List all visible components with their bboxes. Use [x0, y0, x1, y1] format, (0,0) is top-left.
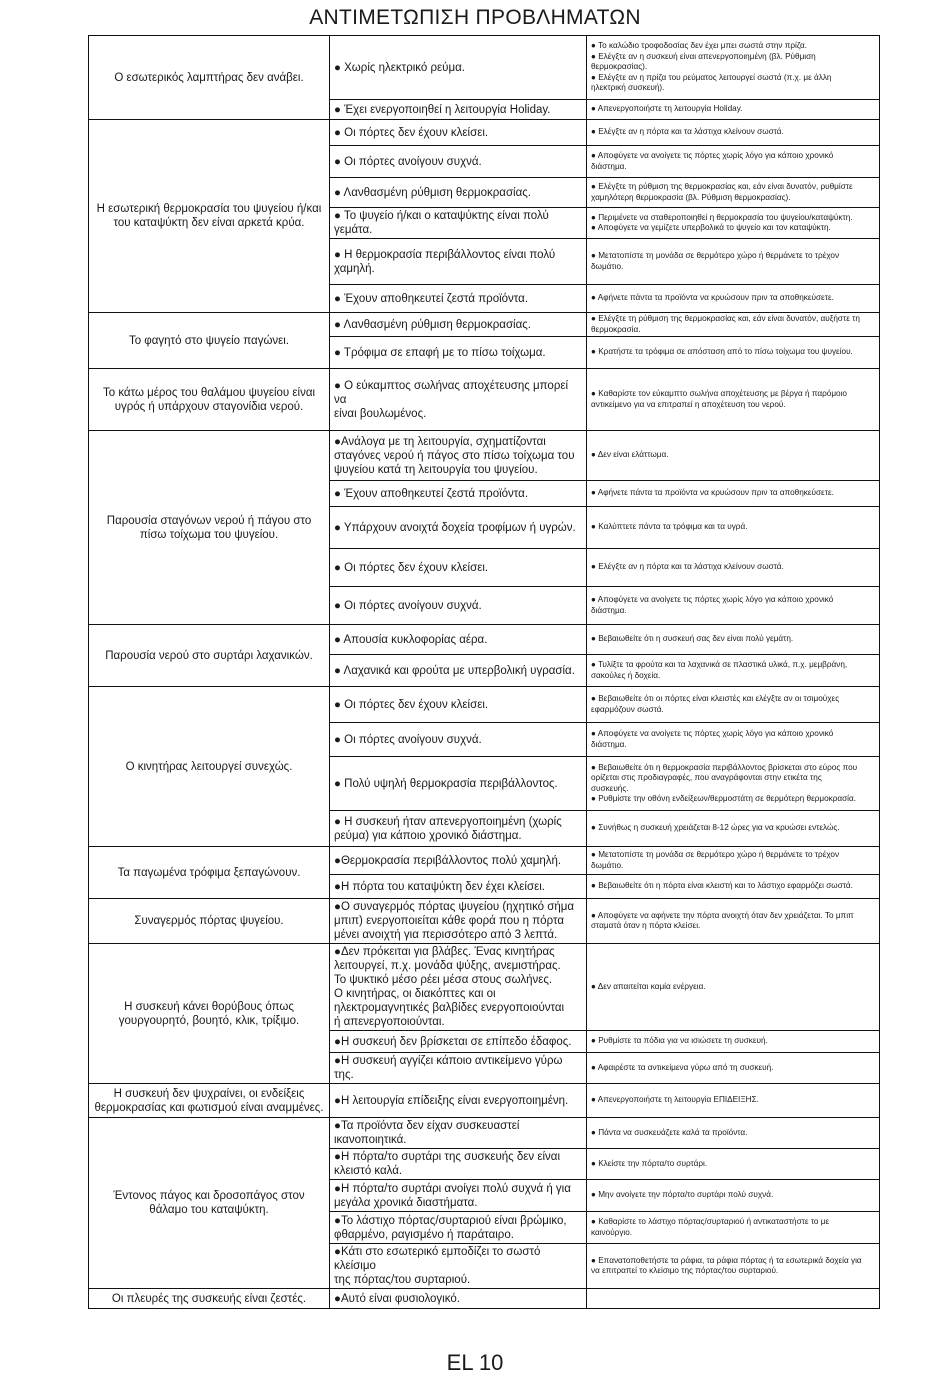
- cause-cell: [330, 36, 587, 100]
- table-row: [89, 944, 880, 1031]
- solution-cell: [587, 549, 880, 587]
- solution-text: ● Τυλίξτε τα φρούτα και τα λαχανικά σε πλαστικά υλικά, π.χ. μεμβράνη, σακούλες ή δοχεία.: [591, 660, 848, 680]
- problem-cell: Έντονος πάγος και δροσοπάγος στον θάλαμο του καταψύκτη.: [89, 1118, 330, 1289]
- solution-cell: [587, 587, 880, 625]
- cause-cell: [330, 146, 587, 178]
- table-row: [89, 369, 880, 431]
- solution-cell: [587, 239, 880, 285]
- solution-text: ● Συνήθως η συσκευή χρειάζεται 8-12 ώρες για να κρυώσει εντελώς.: [591, 823, 840, 833]
- solution-text: ● Ελέγξτε τη ρύθμιση της θερμοκρασίας και, εάν είναι δυνατόν, ρυθμίστε χαμηλότερη θερμοκρασία (βλ. Ρύθμιση θερμοκρασίας).: [591, 182, 853, 202]
- cause-text: ●Τα προϊόντα δεν είχαν συσκευαστεί ικανοποιητικά.: [334, 1120, 520, 1146]
- table-row: [89, 1118, 880, 1149]
- cause-text: ● Χωρίς ηλεκτρικό ρεύμα.: [334, 61, 465, 74]
- cause-cell: [330, 847, 587, 875]
- cause-text: ●Η πόρτα/το συρτάρι ανοίγει πολύ συχνά ή για μεγάλα χρονικά διαστήματα.: [334, 1182, 571, 1209]
- cause-cell: [330, 100, 587, 120]
- solution-text: ● Ελέγξτε αν η πόρτα και τα λάστιχα κλείνουν σωστά.: [591, 127, 784, 137]
- solution-text: ● Ρυθμίστε τα πόδια για να ισιώσετε τη συσκευή.: [591, 1036, 768, 1046]
- solution-cell: [587, 36, 880, 100]
- cause-cell: [330, 811, 587, 847]
- problem-cell: Η εσωτερική θερμοκρασία του ψυγείου ή/και του καταψύκτη δεν είναι αρκετά κρύα.: [89, 120, 330, 313]
- solution-cell: [587, 1212, 880, 1244]
- cause-text: ●Η πόρτα/το συρτάρι της συσκευής δεν είναι κλειστό καλά.: [334, 1151, 561, 1177]
- solution-cell: [587, 100, 880, 120]
- solution-text: ● Βεβαιωθείτε ότι η θερμοκρασία περιβάλλοντος βρίσκεται στο εύρος που ορίζεται στις προδιαγραφές, που αναγράφονται στην ετικέτα της συσκευής.: [591, 762, 858, 793]
- cause-cell: [330, 285, 587, 313]
- solution-cell: [587, 178, 880, 208]
- cause-cell: [330, 431, 587, 481]
- problem-cell: Συναγερμός πόρτας ψυγείου.: [89, 899, 330, 944]
- cause-cell: [330, 757, 587, 811]
- cause-text: ●Κάτι στο εσωτερικό εμποδίζει το σωστό κλείσιμο της πόρτας/του συρταριού.: [334, 1246, 541, 1286]
- solution-cell: [587, 1244, 880, 1289]
- table-row: [89, 1289, 880, 1309]
- cause-text: ● Οι πόρτες ανοίγουν συχνά.: [334, 155, 482, 168]
- table-row: [89, 1084, 880, 1118]
- solution-text: ● Δεν είναι ελάττωμα.: [591, 450, 669, 460]
- solution-text: ● Επανατοποθετήστε τα ράφια, τα ράφια πόρτας ή τα εσωτερικά δοχεία για να επιτραπεί το κλείσιμο της πόρτας/του συρταριού.: [591, 1255, 862, 1275]
- cause-text: ●Θερμοκρασία περιβάλλοντος πολύ χαμηλή.: [334, 854, 562, 867]
- cause-cell: [330, 337, 587, 369]
- solution-text: ● Καθαρίστε τον εύκαμπτο σωλήνα αποχέτευσης με βέργα ή παρόμοιο αντικείμενο για να επιτραπεί η αποχέτευση του νερού.: [591, 389, 847, 409]
- cause-cell: [330, 369, 587, 431]
- solution-cell: [587, 369, 880, 431]
- cause-cell: [330, 1118, 587, 1149]
- cause-cell: [330, 208, 587, 239]
- troubleshooting-table: [88, 35, 880, 1309]
- problem-cell: Η συσκευή κάνει θορύβους όπως γουργουρητό, βουητό, κλικ, τρίξιμο.: [89, 944, 330, 1084]
- cause-text: ●Η λειτουργία επίδειξης είναι ενεργοποιημένη.: [334, 1094, 569, 1107]
- cause-cell: [330, 313, 587, 337]
- solution-cell: [587, 944, 880, 1031]
- solution-text: ● Ρυθμίστε την οθόνη ενδείξεων/θερμοστάτη σε θερμότερη θερμοκρασία.: [591, 794, 857, 803]
- cause-text: ● Έχουν αποθηκευτεί ζεστά προϊόντα.: [334, 292, 529, 305]
- cause-cell: [330, 899, 587, 944]
- solution-text: ● Αφήνετε πάντα τα προϊόντα να κρυώσουν πριν τα αποθηκεύσετε.: [591, 488, 834, 498]
- cause-text: ●Η συσκευή αγγίζει κάποιο αντικείμενο γύρω της.: [334, 1055, 563, 1081]
- solution-text: ● Αφήνετε πάντα τα προϊόντα να κρυώσουν πριν τα αποθηκεύσετε.: [591, 293, 834, 303]
- cause-cell: [330, 1289, 587, 1309]
- problem-cell: Η συσκευή δεν ψυχραίνει, οι ενδείξεις θερμοκρασίας και φωτισμού είναι αναμμένες.: [89, 1084, 330, 1118]
- cause-cell: [330, 1031, 587, 1053]
- solution-cell: [587, 1118, 880, 1149]
- solution-text: ● Αποφύγετε να ανοίγετε τις πόρτες χωρίς λόγο για κάποιο χρονικό διάστημα.: [591, 729, 834, 749]
- cause-text: ●Η συσκευή δεν βρίσκεται σε επίπεδο έδαφος.: [334, 1035, 572, 1048]
- solution-cell: [587, 875, 880, 899]
- solution-text: ● Μην ανοίγετε την πόρτα/το συρτάρι πολύ συχνά.: [591, 1190, 774, 1200]
- cause-text: ● Έχει ενεργοποιηθεί η λειτουργία Holiday.: [334, 103, 551, 116]
- cause-cell: [330, 587, 587, 625]
- cause-text: ● Οι πόρτες ανοίγουν συχνά.: [334, 733, 482, 746]
- solution-cell: [587, 1084, 880, 1118]
- cause-cell: [330, 239, 587, 285]
- solution-text: ● Αποφύγετε να αφήνετε την πόρτα ανοιχτή όταν δεν χρειάζεται. Το μπιπ σταματά όταν η πόρτα κλείσει.: [591, 910, 854, 930]
- cause-text: ●Η πόρτα του καταψύκτη δεν έχει κλείσει.: [334, 880, 545, 893]
- cause-text: ● Οι πόρτες δεν έχουν κλείσει.: [334, 698, 489, 711]
- problem-cell: Το κάτω μέρος του θαλάμου ψυγείου είναι υγρός ή υπάρχουν σταγονίδια νερού.: [89, 369, 330, 431]
- cause-cell: [330, 1180, 587, 1212]
- cause-text: ●Αυτό είναι φυσιολογικό.: [334, 1292, 460, 1305]
- solution-cell: [587, 146, 880, 178]
- solution-text: ● Δεν απαιτείται καμία ενέργεια.: [591, 981, 706, 991]
- cause-text: ● Οι πόρτες δεν έχουν κλείσει.: [334, 561, 489, 574]
- solution-cell: [587, 1180, 880, 1212]
- solution-cell: [587, 431, 880, 481]
- cause-cell: [330, 723, 587, 757]
- solution-text: ● Αφαιρέστε τα αντικείμενα γύρω από τη συσκευή.: [591, 1062, 774, 1072]
- solution-cell: [587, 120, 880, 146]
- table-row: [89, 687, 880, 723]
- solution-cell: [587, 811, 880, 847]
- problem-cell: Ο κινητήρας λειτουργεί συνεχώς.: [89, 687, 330, 847]
- cause-text: ● Λανθασμένη ρύθμιση θερμοκρασίας.: [334, 318, 531, 331]
- cause-cell: [330, 1084, 587, 1118]
- solution-text: ● Βεβαιωθείτε ότι η συσκευή σας δεν είναι πολύ γεμάτη.: [591, 634, 794, 644]
- cause-cell: [330, 655, 587, 687]
- cause-text: ● Λαχανικά και φρούτα με υπερβολική υγρασία.: [334, 664, 575, 677]
- solution-cell: [587, 655, 880, 687]
- table-row: [89, 120, 880, 146]
- cause-text: ● Έχουν αποθηκευτεί ζεστά προϊόντα.: [334, 487, 529, 500]
- problem-cell: Οι πλευρές της συσκευής είναι ζεστές.: [89, 1289, 330, 1309]
- cause-cell: [330, 625, 587, 655]
- solution-text: ● Καθαρίστε το λάστιχο πόρτας/συρταριού ή αντικαταστήστε το με καινούργιο.: [591, 1217, 830, 1237]
- problem-cell: Ο εσωτερικός λαμπτήρας δεν ανάβει.: [89, 36, 330, 120]
- solution-cell: [587, 1289, 880, 1309]
- solution-cell: [587, 507, 880, 549]
- solution-text: ● Αποφύγετε να ανοίγετε τις πόρτες χωρίς λόγο για κάποιο χρονικό διάστημα.: [591, 151, 834, 171]
- cause-text: ● Οι πόρτες ανοίγουν συχνά.: [334, 599, 482, 612]
- cause-text: ● Οι πόρτες δεν έχουν κλείσει.: [334, 126, 489, 139]
- solution-text: ● Περιμένετε να σταθεροποιηθεί η θερμοκρασία του ψυγείου/καταψύκτη.: [591, 212, 853, 222]
- table-row: [89, 847, 880, 875]
- table-row: [89, 36, 880, 100]
- cause-text: ● Λανθασμένη ρύθμιση θερμοκρασίας.: [334, 186, 531, 199]
- solution-text: ● Κρατήστε τα τρόφιμα σε απόσταση από το πίσω τοίχωμα του ψυγείου.: [591, 347, 853, 357]
- cause-cell: [330, 549, 587, 587]
- cause-cell: [330, 178, 587, 208]
- problem-cell: Παρουσία σταγόνων νερού ή πάγου στο πίσω τοίχωμα του ψυγείου.: [89, 431, 330, 625]
- cause-cell: [330, 687, 587, 723]
- cause-cell: [330, 1149, 587, 1180]
- solution-text: ● Βεβαιωθείτε ότι η πόρτα είναι κλειστή και το λάστιχο εφαρμόζει σωστά.: [591, 881, 853, 891]
- cause-text: ● Υπάρχουν ανοιχτά δοχεία τροφίμων ή υγρών.: [334, 521, 576, 534]
- table-row: [89, 313, 880, 337]
- cause-text: ●Ανάλογα με τη λειτουργία, σχηματίζονται σταγόνες νερού ή πάγος στο πίσω τοίχωμα του ψυγείου κατά τη λειτουργία του ψυγείου.: [334, 435, 575, 476]
- cause-text: ● Ο εύκαμπτος σωλήνας αποχέτευσης μπορεί να είναι βουλωμένος.: [334, 379, 569, 420]
- solution-text: ● Το καλώδιο τροφοδοσίας δεν έχει μπει σωστά στην πρίζα.: [591, 41, 807, 51]
- cause-text: ● Πολύ υψηλή θερμοκρασία περιβάλλοντος.: [334, 777, 558, 790]
- solution-text: ● Ελέγξτε αν η συσκευή είναι απενεργοποιημένη (βλ. Ρύθμιση θερμοκρασίας).: [591, 51, 816, 72]
- cause-text: ● Το ψυγείο ή/και ο καταψύκτης είναι πολύ γεμάτα.: [334, 210, 549, 236]
- solution-cell: [587, 1149, 880, 1180]
- cause-cell: [330, 875, 587, 899]
- cause-text: ● Τρόφιμα σε επαφή με το πίσω τοίχωμα.: [334, 346, 546, 359]
- solution-text: ● Μετατοπίστε τη μονάδα σε θερμότερο χώρο ή θερμάνετε το τρέχον δωμάτιο.: [591, 850, 840, 870]
- solution-cell: [587, 687, 880, 723]
- cause-cell: [330, 507, 587, 549]
- table-row: [89, 899, 880, 944]
- problem-cell: Παρουσία νερού στο συρτάρι λαχανικών.: [89, 625, 330, 687]
- cause-cell: [330, 1244, 587, 1289]
- solution-text: ● Ελέγξτε αν η πρίζα του ρεύματος λειτουργεί σωστά (π.χ. με άλλη ηλεκτρική συσκευή).: [591, 72, 832, 93]
- cause-text: ● Απουσία κυκλοφορίας αέρα.: [334, 633, 488, 646]
- cause-cell: [330, 1053, 587, 1084]
- solution-cell: [587, 723, 880, 757]
- page-title: ΑΝΤΙΜΕΤΩΠΙΣΗ ΠΡΟΒΛΗΜΑΤΩΝ: [309, 6, 641, 29]
- solution-cell: [587, 625, 880, 655]
- solution-text: ● Απενεργοποιήστε τη λειτουργία ΕΠΙΔΕΙΞΗΣ.: [591, 1095, 759, 1105]
- solution-text: ● Απενεργοποιήστε τη λειτουργία Holiday.: [591, 104, 743, 114]
- table-row: [89, 431, 880, 481]
- solution-text: ● Μετατοπίστε τη μονάδα σε θερμότερο χώρο ή θερμάνετε το τρέχον δωμάτιο.: [591, 251, 840, 271]
- solution-text: ● Κλείστε την πόρτα/το συρτάρι.: [591, 1158, 708, 1168]
- solution-text: ● Αποφύγετε να ανοίγετε τις πόρτες χωρίς λόγο για κάποιο χρονικό διάστημα.: [591, 595, 834, 615]
- solution-cell: [587, 757, 880, 811]
- solution-text: ● Βεβαιωθείτε ότι οι πόρτες είναι κλειστές και ελέγξτε αν οι τσιμούχες εφαρμόζουν σωστά.: [591, 694, 840, 714]
- table-row: [89, 625, 880, 655]
- cause-cell: [330, 1212, 587, 1244]
- problem-cell: Τα παγωμένα τρόφιμα ξεπαγώνουν.: [89, 847, 330, 899]
- solution-text: ● Ελέγξτε αν η πόρτα και τα λάστιχα κλείνουν σωστά.: [591, 562, 784, 572]
- cause-text: ●Δεν πρόκειται για βλάβες. Ένας κινητήρας λειτουργεί, π.χ. μονάδα ψύξης, ανεμιστήρας. Το ψυκτικό μέσο ρέει μέσα στους σωλήνες. Ο κινητήρας, οι διακόπτες και οι ηλεκτρομαγνητικές βαλβίδες ενεργοποιούνται ή απενεργοποιούνται.: [334, 946, 565, 1028]
- solution-cell: [587, 1053, 880, 1084]
- cause-text: ● Η συσκευή ήταν απενεργοποιημένη (χωρίς ρεύμα) για κάποιο χρονικό διάστημα.: [334, 815, 562, 842]
- solution-cell: [587, 899, 880, 944]
- page-number: EL 10: [446, 1350, 504, 1375]
- solution-cell: [587, 285, 880, 313]
- cause-cell: [330, 120, 587, 146]
- solution-cell: [587, 1031, 880, 1053]
- solution-text: ● Αποφύγετε να γεμίζετε υπερβολικά το ψυγείο και τον καταψύκτη.: [591, 223, 831, 232]
- cause-cell: [330, 481, 587, 507]
- cause-cell: [330, 944, 587, 1031]
- solution-cell: [587, 313, 880, 337]
- problem-cell: Το φαγητό στο ψυγείο παγώνει.: [89, 313, 330, 369]
- solution-text: ● Καλύπτετε πάντα τα τρόφιμα και τα υγρά.: [591, 522, 748, 532]
- solution-cell: [587, 847, 880, 875]
- solution-cell: [587, 208, 880, 239]
- solution-cell: [587, 481, 880, 507]
- solution-text: ● Πάντα να συσκευάζετε καλά τα προϊόντα.: [591, 1127, 748, 1137]
- cause-text: ● Η θερμοκρασία περιβάλλοντος είναι πολύ χαμηλή.: [334, 248, 556, 275]
- solution-cell: [587, 337, 880, 369]
- solution-text: ● Ελέγξτε τη ρύθμιση της θερμοκρασίας και, εάν είναι δυνατόν, αυξήστε τη θερμοκρασία.: [591, 314, 860, 334]
- cause-text: ●Ο συναγερμός πόρτας ψυγείου (ηχητικό σήμα μπιπ) ενεργοποιείται κάθε φορά που η πόρτα μένει ανοιχτή για περισσότερο από 3 λεπτά.: [334, 901, 575, 941]
- cause-text: ●Το λάστιχο πόρτας/συρταριού είναι βρώμικο, φθαρμένο, ραγισμένο ή παράταιρο.: [334, 1214, 567, 1241]
